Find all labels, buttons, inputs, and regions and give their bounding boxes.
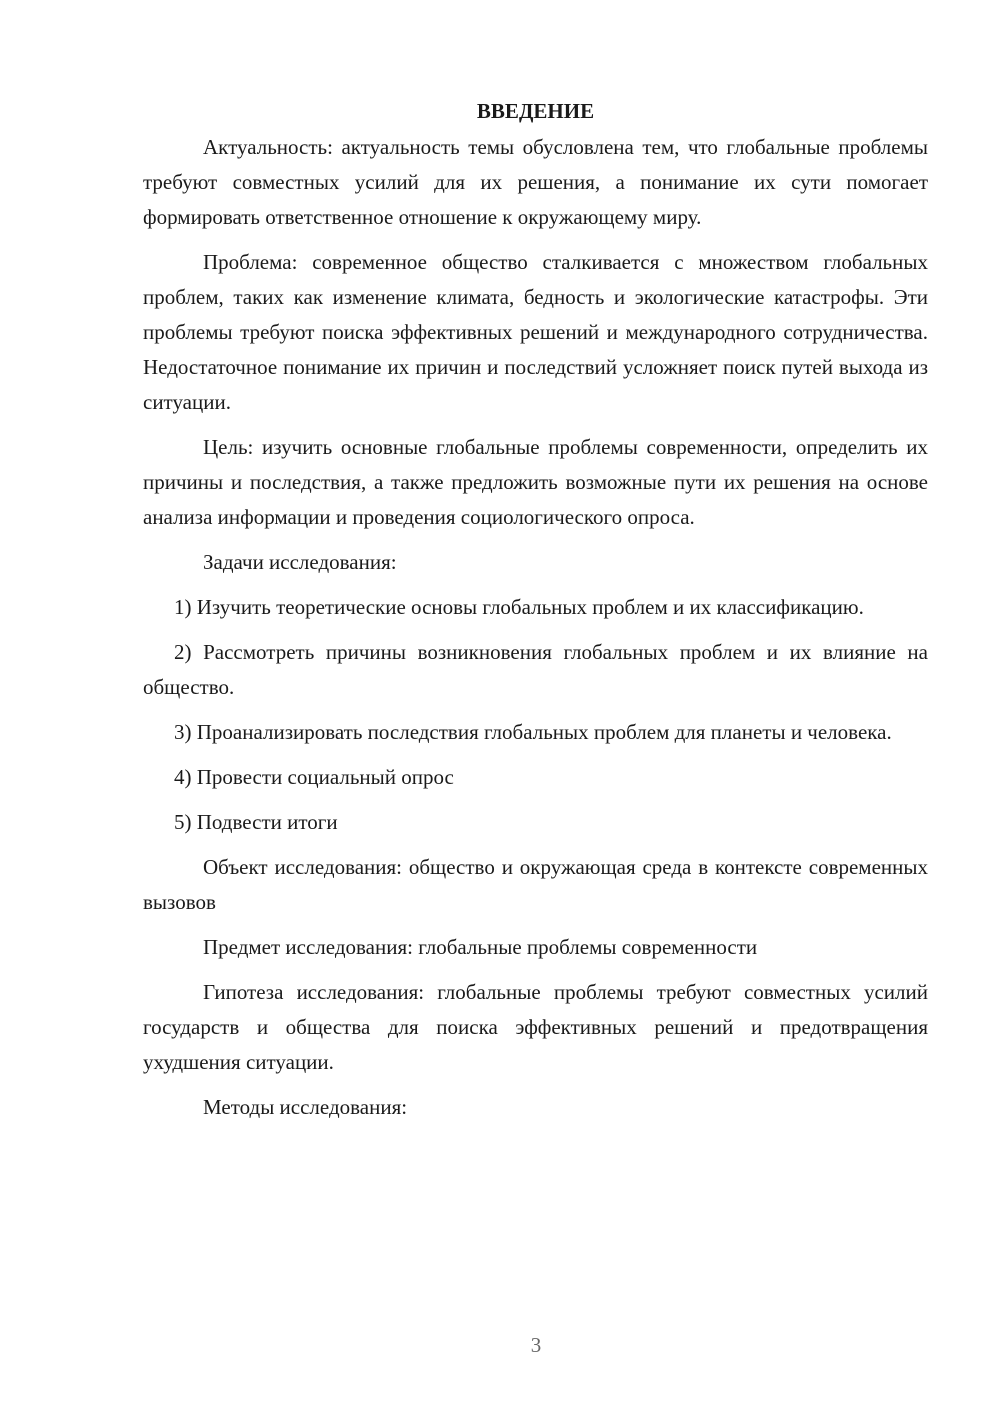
task-item-3: 3) Проанализировать последствия глобальных проблем для планеты и человека. xyxy=(174,720,892,744)
relevance-paragraph: Актуальность: актуальность темы обусловлена тем, что глобальные проблемы требуют совместных усилий для их решения, а понимание их сути помогает формировать ответственное отношение к окружающему миру. xyxy=(143,135,928,229)
tasks-heading: Задачи исследования: xyxy=(203,550,397,574)
hypothesis-paragraph: Гипотеза исследования: глобальные проблемы требуют совместных усилий государств и общества для поиска эффективных решений и предотвращения ухудшения ситуации. xyxy=(143,980,928,1074)
task-item-4: 4) Провести социальный опрос xyxy=(174,765,454,789)
goal-paragraph: Цель: изучить основные глобальные проблемы современности, определить их причины и последствия, а также предложить возможные пути их решения на основе анализа информации и проведения социологического опроса. xyxy=(143,435,928,529)
task-item-5: 5) Подвести итоги xyxy=(174,810,338,834)
subject-paragraph: Предмет исследования: глобальные проблемы современности xyxy=(203,935,758,959)
task-item-2: 2) Рассмотреть причины возникновения глобальных проблем и их влияние на общество. xyxy=(143,640,928,699)
problem-paragraph: Проблема: современное общество сталкивается с множеством глобальных проблем, таких как изменение климата, бедность и экологические катастрофы. Эти проблемы требуют поиска эффективных решений и международного сотрудничества. Недостаточное понимание их причин и последствий усложняет поиск путей выхода из ситуации. xyxy=(143,250,928,414)
methods-paragraph: Методы исследования: xyxy=(203,1095,408,1119)
task-item-1: 1) Изучить теоретические основы глобальных проблем и их классификацию. xyxy=(174,595,864,619)
page-content xyxy=(143,96,928,1135)
page-number: 3 xyxy=(530,1333,542,1357)
section-title: ВВЕДЕНИЕ xyxy=(476,99,595,123)
object-paragraph: Объект исследования: общество и окружающая среда в контексте современных вызовов xyxy=(143,855,928,914)
